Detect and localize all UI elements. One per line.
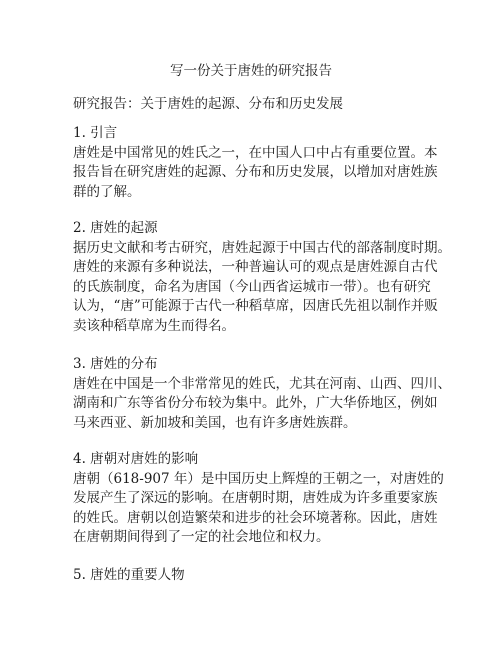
section-heading: 3. 唐姓的分布 [73, 356, 158, 372]
section-heading: 4. 唐朝对唐姓的影响 [73, 451, 199, 467]
section-distribution [73, 355, 451, 433]
body-line: 唐姓的来源有多种说法，一种普遍认可的观点是唐姓源自古代 [73, 259, 438, 275]
section-important-figures [73, 566, 433, 584]
section-heading: 5. 唐姓的重要人物 [73, 567, 185, 583]
body-line: 报告旨在研究唐姓的起源、分布和历史发展，以增加对唐姓族 [73, 164, 438, 180]
section-body [73, 144, 438, 203]
body-line: 唐姓是中国常见的姓氏之一，在中国人口中占有重要位置。本 [73, 144, 438, 161]
body-line: 湖南和广东等省份分布较为集中。此外，广大华侨地区，例如 [73, 395, 438, 411]
section-body [73, 375, 451, 434]
body-line: 马来西亚、新加坡和美国，也有许多唐姓族群。 [73, 414, 357, 431]
document-subtitle: 研究报告：关于唐姓的起源、分布和历史发展 [73, 96, 343, 112]
body-line: 在唐朝期间得到了一定的社会地位和权力。 [73, 529, 330, 545]
section-body [73, 239, 451, 337]
section-introduction [73, 124, 438, 202]
body-line: 认为，“唐”可能源于古代一种稻草席，因唐氏先祖以制作并贩 [73, 298, 438, 314]
body-line: 的姓氏。唐朝以创造繁荣和进步的社会环境著称。因此，唐姓 [73, 509, 438, 526]
section-heading: 1. 引言 [73, 125, 118, 141]
section-body [73, 470, 444, 548]
body-line: 卖该种稻草席为生而得名。 [73, 317, 235, 334]
document-title: 写一份关于唐姓的研究报告 [170, 63, 332, 79]
body-line: 发展产生了深远的影响。在唐朝时期，唐姓成为许多重要家族 [73, 490, 438, 506]
section-tang-dynasty [73, 450, 444, 548]
body-line: 唐姓在中国是一个非常常见的姓氏，尤其在河南、山西、四川、 [73, 375, 451, 392]
body-line: 群的了解。 [73, 183, 141, 200]
section-origin [73, 219, 451, 336]
body-line: 据历史文献和考古研究，唐姓起源于中国古代的部落制度时期。 [73, 239, 451, 256]
body-line: 唐朝（618-907 年）是中国历史上辉煌的王朝之一，对唐姓的 [73, 470, 444, 487]
body-line: 的氏族制度，命名为唐国（今山西省运城市一带）。也有研究 [73, 278, 431, 295]
section-heading: 2. 唐姓的起源 [73, 220, 158, 236]
